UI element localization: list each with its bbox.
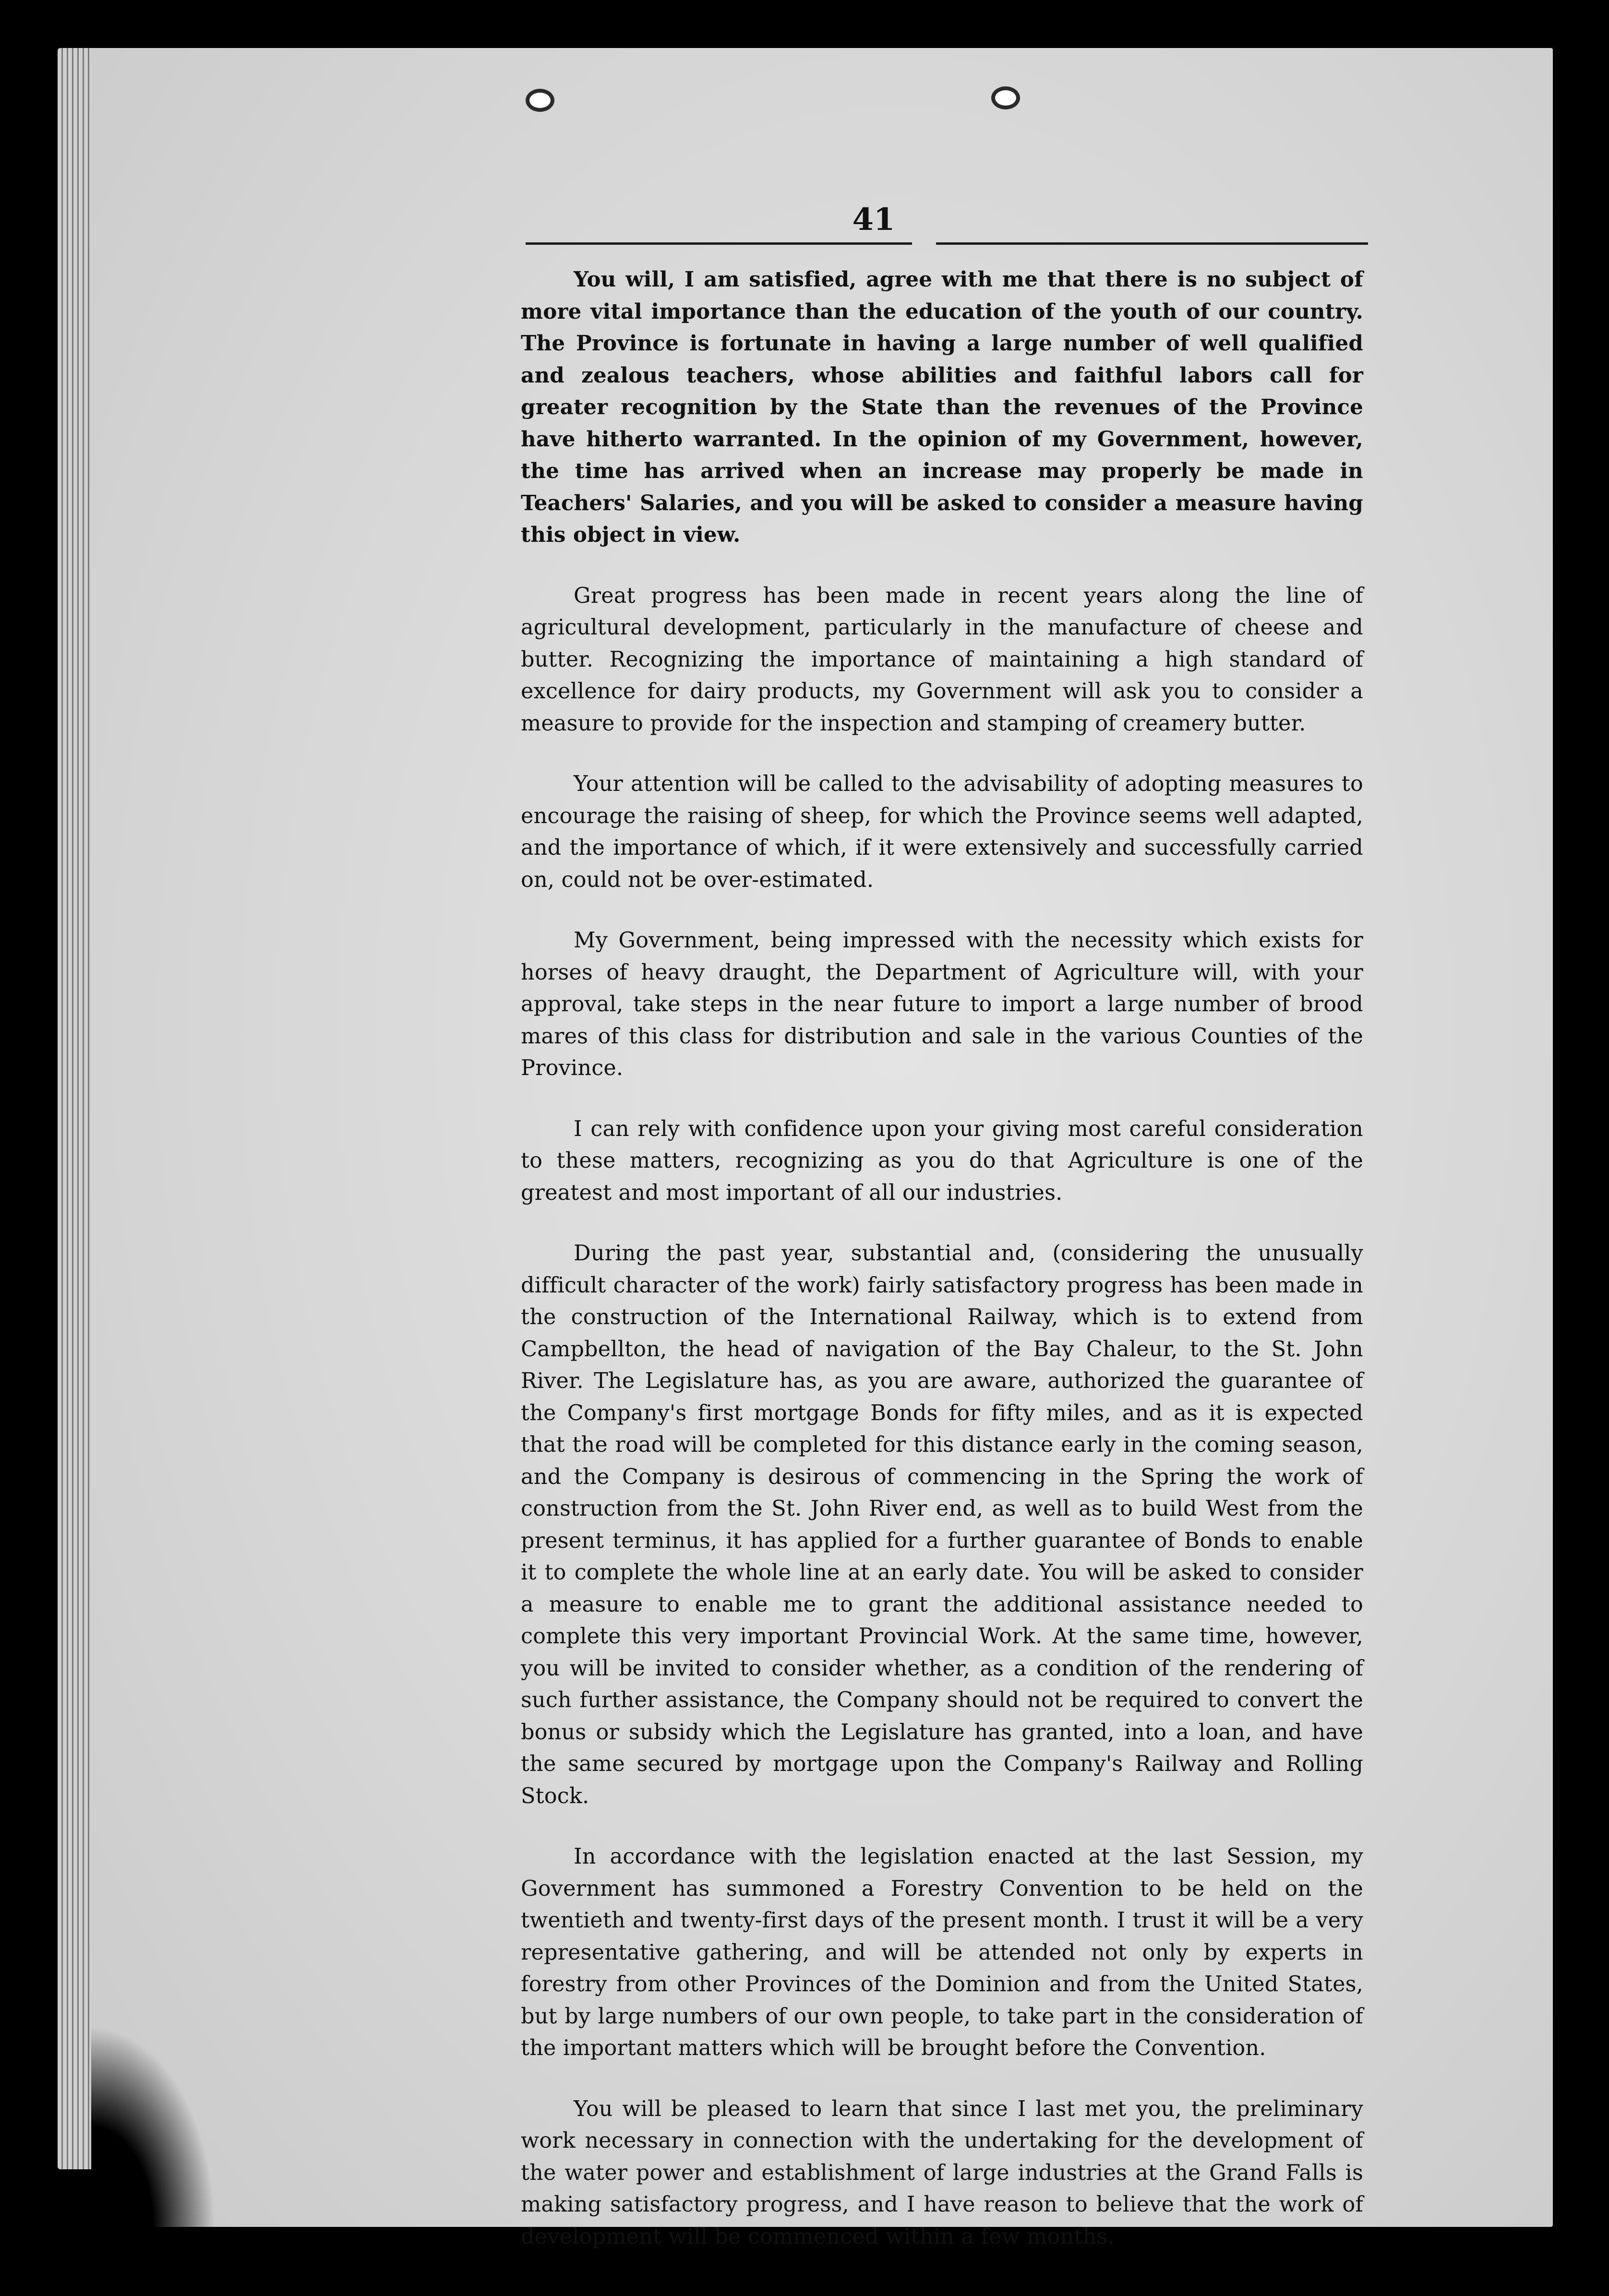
paragraph-agriculture: Great progress has been made in recent years along the line of agricultural development, particularly in the manufacture of cheese and butter. Recognizing the importance of maintaining a high standard of excellence for dairy products, my Government will ask you to consider a measure to provide for the inspection and stamping of creamery butter. [521,583,1363,736]
paragraph-sheep: Your attention will be called to the advisability of adopting measures to encourage the raising of sheep, for which the Province seems well adapted, and the importance of which, if it were extensively and successfully carried on, could not be over-estimated. [521,772,1363,892]
paragraph-forestry: In accordance with the legislation enacted at the last Session, my Government has summoned a Forestry Convention to be held on the twentieth and twenty-first days of the present month. I trust it will be a very representative gathering, and will be attended not only by experts in forestry from other Provinces of the Dominion and from the United States, but by large numbers of our own people, to take part in the consideration of the important matters which will be brought before the Convention. [521,1844,1363,2060]
text-body [521,264,1363,2282]
paragraph-horses: My Government, being impressed with the necessity which exists for horses of heavy draught, the Department of Agriculture will, with your approval, take steps in the near future to import a large number of brood mares of this class for distribution and sale in the various Counties of the Province. [521,928,1363,1080]
corner-shadow [91,2025,216,2227]
header-rule-left [526,242,912,245]
page-number: 41 [852,202,895,238]
paragraph-grand-falls: You will be pleased to learn that since I last met you, the preliminary work necessary in connection with the undertaking for the development of the water power and establishment of large industries at the Grand Falls is making satisfactory progress, and I have reason to believe that the work of development will be commenced within a few months. [521,2096,1363,2249]
header-rule-right [936,242,1368,245]
paragraph-education: You will, I am satisfied, agree with me that there is no subject of more vital importance than the education of the youth of our country. The Province is fortunate in having a large number of well qualified and zealous teachers, whose abilities and faithful labors call for greater recognition by the State than the revenues of the Province have hitherto warranted. In the opinion of my Government, however, the time has arrived when an increase may properly be made in Teachers' Salaries, and you will be asked to consider a measure having this object in view. [521,267,1363,547]
punch-hole-left [526,89,554,112]
punch-hole-right [991,86,1020,109]
paragraph-agriculture-industries: I can rely with confidence upon your giving most careful consideration to these matters, recognizing as you do that Agriculture is one of the greatest and most important of all our industries. [521,1116,1363,1205]
paragraph-railway: During the past year, substantial and, (considering the unusually difficult character of the work) fairly satisfactory progress has been made in the construction of the International Railway, which is to extend from Campbellton, the head of navigation of the Bay Chaleur, to the St. John River. The Legislature has, as you are aware, authorized the guarantee of the Company's first mortgage Bonds for fifty miles, and as it is expected that the road will be completed for this distance early in the coming season, and the Company is desirous of commencing in the Spring the work of construction from the St. John River end, as well as to build West from the present terminus, it has applied for a further guarantee of Bonds to enable it to complete the whole line at an early date. You will be asked to consider a measure to enable me to grant the additional assistance needed to complete this very important Provincial Work. At the same time, however, you will be invited to consider whether, as a condition of the rendering of such further assistance, the Company should not be required to convert the bonus or subsidy which the Legislature has granted, into a loan, and have the same secured by mortgage upon the Company's Railway and Rolling Stock. [521,1241,1363,1808]
